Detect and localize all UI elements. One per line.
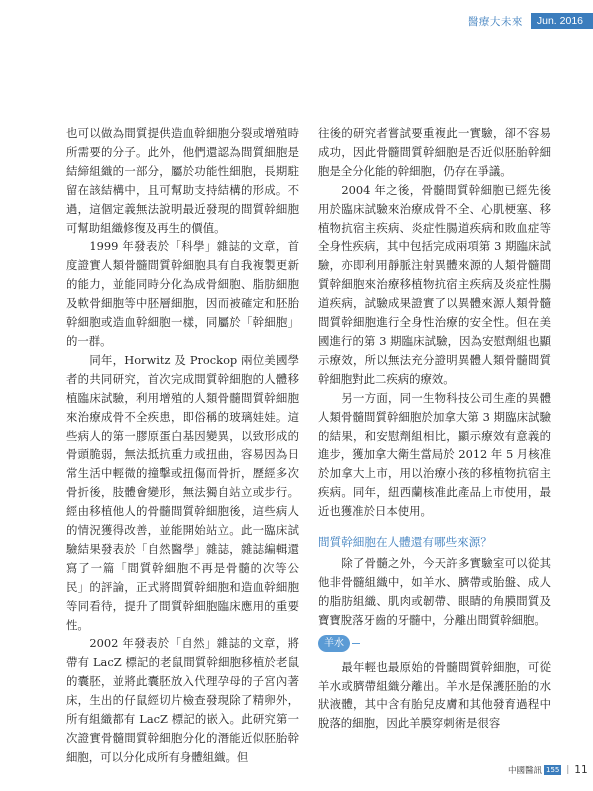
- page-footer: [508, 764, 588, 776]
- subsection-badge-row: [318, 632, 551, 656]
- paragraph: 2004 年之後，骨髓間質幹細胞已經先後用於臨床試驗來治療成骨不全、心肌梗塞、移植物抗宿主疾病、炎症性腸道疾病和敗血症等全身性疾病，其中包括完成兩項第 3 期臨床試驗，亦即利用靜脈注射異體來源的人類骨髓間質幹細胞來治療移植物抗宿主疾病及炎症性腸道疾病，試驗成果證實了以異體來源人類骨髓間質幹細胞進行全身性治療的安全性。但在美國進行的第 3 期臨床試驗，因為安慰劑組也顯示療效，所以無法充分證明異體人類骨髓間質幹細胞對此二疾病的療效。: [318, 182, 551, 386]
- journal-name: 中國醫訊: [508, 766, 543, 776]
- badge-rule: [352, 643, 360, 644]
- paragraph: 最年輕也最原始的骨髓間質幹細胞，可從羊水或臍帶組織分離出。羊水是保護胚胎的水狀液體，其中含有胎兒皮膚和其他發育過程中脫落的細胞，因此羊膜穿刺術是很容: [318, 659, 551, 731]
- paragraph: 另一方面，同一生物科技公司生產的異體人類骨髓間質幹細胞於加拿大第 3 期臨床試驗的結果，和安慰劑組相比，顯示療效有意義的進步，獲加拿大衛生當局於 2012 年 5 月核准於加拿大上市，用以治療小孩的移植物抗宿主疾病。同年，紐西蘭核准此產品上市使用，最近也獲准於日本使用。: [318, 390, 551, 519]
- right-column: [318, 124, 551, 733]
- footer-divider: |: [566, 765, 570, 775]
- page-header: [468, 13, 593, 29]
- page-number: 11: [574, 764, 588, 776]
- section-heading: 間質幹細胞在人體還有哪些來源？: [318, 535, 492, 550]
- paragraph: 也可以做為間質提供造血幹細胞分裂或增殖時所需要的分子。此外，他們還認為間質細胞是結締組織的一部分，屬於功能性細胞，長期駐留在該結構中，且可幫助支持結構的形成。不過，這個定義無法說明最近發現的間質幹細胞可幫助組織修復及再生的價值。: [66, 126, 299, 235]
- issue-tag: 155: [546, 766, 560, 774]
- subsection-badge: 羊水: [318, 635, 350, 652]
- issue-date-tab: Jun. 2016: [531, 13, 593, 29]
- section-label: 醫療大未來: [467, 15, 523, 28]
- paragraph: 往後的研究者嘗試要重複此一實驗，卻不容易成功，因此骨髓間質幹細胞是否近似胚胎幹細胞是全分化能的幹細胞，仍存在爭議。: [318, 126, 551, 178]
- paragraph: 同年，Horwitz 及 Prockop 兩位美國學者的共同研究，首次完成間質幹細胞的人體移植臨床試驗，利用增殖的人類骨髓間質幹細胞來治療成骨不全疾患，即俗稱的玻璃娃娃。這些病人的第一膠原蛋白基因變異，以致形成的骨頭脆弱，無法抵抗重力或扭曲，容易因為日常生活中輕微的撞擊或扭傷而骨折，歷經多次骨折後，肢體會變形，無法獨自站立或步行。經由移植他人的骨髓間質幹細胞後，這些病人的情況獲得改善，並能開始站立。此一臨床試驗結果發表於「自然醫學」雜誌，雜誌編輯還寫了一篇「間質幹細胞不再是骨髓的次等公民」的評論，正式將間質幹細胞和造血幹細胞等同看待，提升了間質幹細胞臨床應用的重要性。: [66, 352, 299, 632]
- paragraph: 2002 年發表於「自然」雜誌的文章，將帶有 LacZ 標記的老鼠間質幹細胞移植於老鼠的囊胚，並將此囊胚放入代理孕母的子宮內著床，生出的仔鼠經切片檢查發現除了精卵外，所有組織都有 LacZ 標記的嵌入。此研究第一次證實骨髓間質幹細胞分化的潛能近似胚胎幹細胞，可以分化成所有身體組織。但: [66, 636, 299, 764]
- paragraph: 1999 年發表於「科學」雜誌的文章，首度證實人類骨髓間質幹細胞具有自我複製更新的能力，並能同時分化為成骨細胞、脂肪細胞及軟骨細胞等中胚層細胞，因而被確定和胚胎幹細胞或造血幹細胞一樣，同屬於「幹細胞」的一群。: [66, 239, 299, 348]
- left-column: [66, 124, 299, 767]
- paragraph: 除了骨髓之外，今天許多實驗室可以從其他非骨髓組織中，如羊水、臍帶或胎盤、成人的脂肪組織、肌肉或韌帶、眼睛的角膜間質及寶寶脫落牙齒的牙髓中，分離出間質幹細胞。: [318, 556, 551, 627]
